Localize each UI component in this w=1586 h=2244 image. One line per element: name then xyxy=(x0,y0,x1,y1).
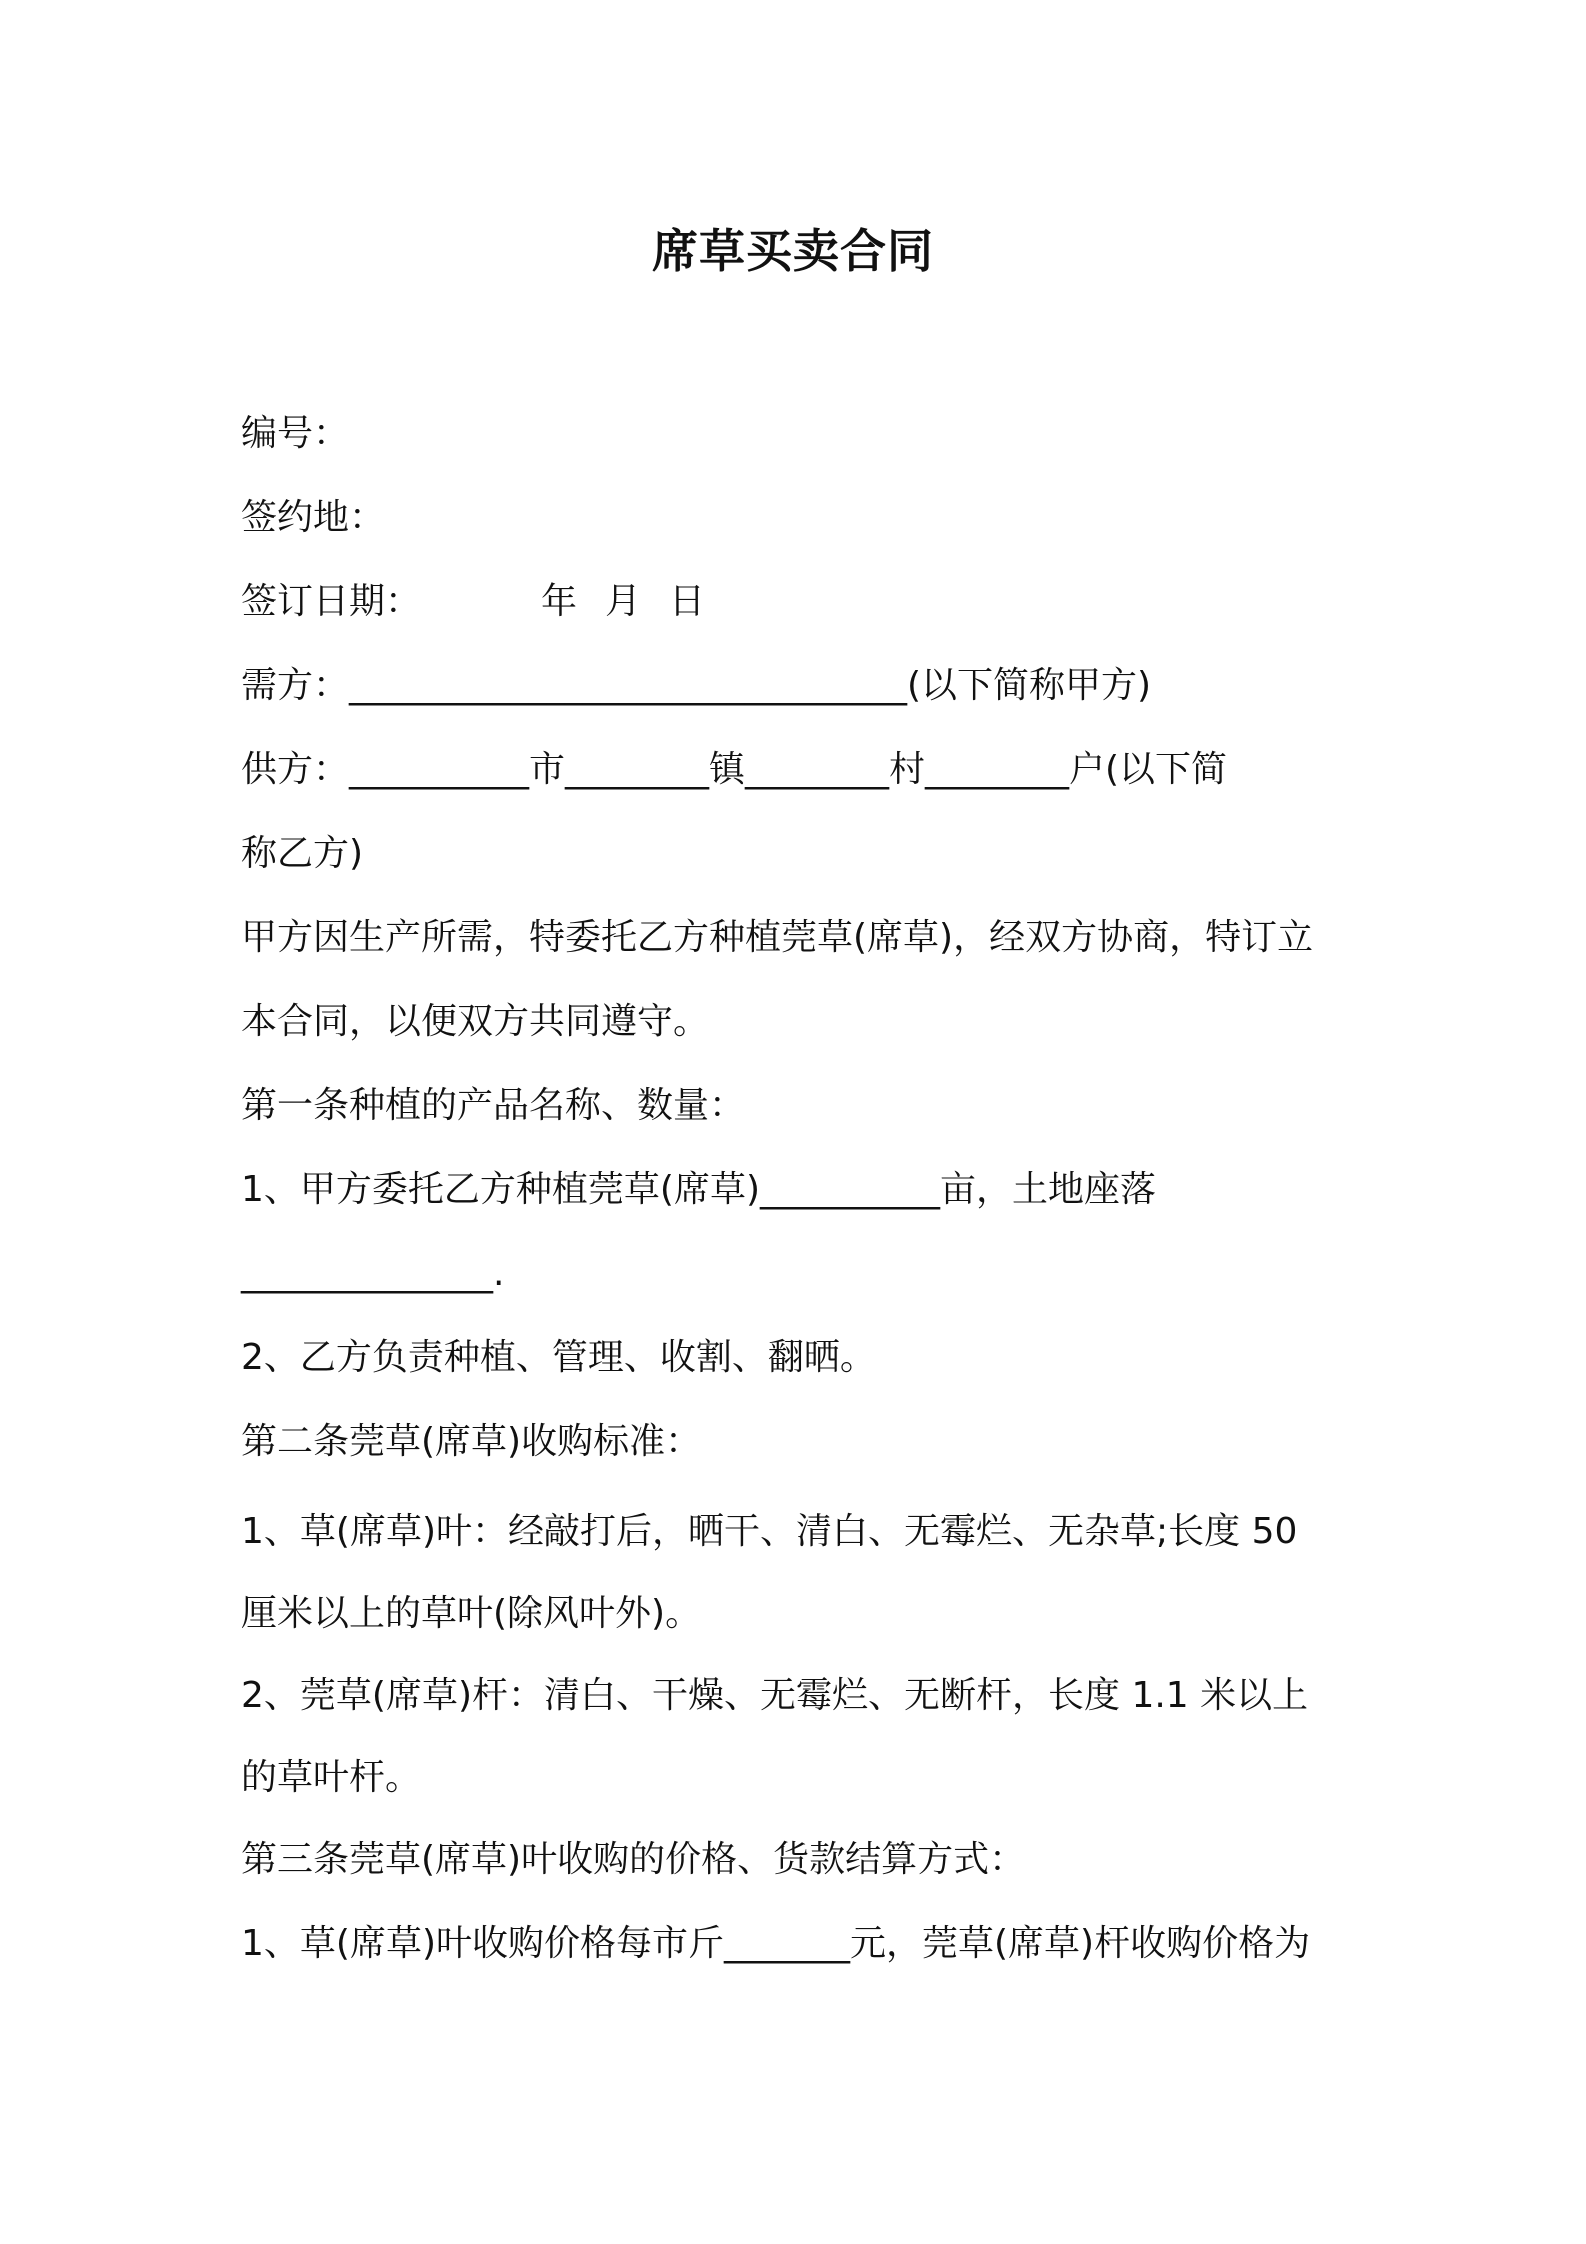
article-1-heading: 第一条种植的产品名称、数量： xyxy=(241,1085,746,1126)
date-day: 日 xyxy=(669,581,706,622)
date-year: 年 xyxy=(541,581,578,622)
intro-line-1: 甲方因生产所需，特委托乙方种植莞草(席草)，经双方协商，特订立 xyxy=(241,917,1314,958)
intro-line-2: 本合同，以便双方共同遵守。 xyxy=(241,1001,710,1042)
article-2-item-2-line-1: 2、莞草(席草)杆：清白、干燥、无霉烂、无断杆，长度 1.1 米以上 xyxy=(241,1675,1309,1716)
buyer-line: 需方：_______________________________(以下简称甲方) xyxy=(241,665,1152,706)
signing-date-row xyxy=(241,578,1361,626)
document-title: 席草买卖合同 xyxy=(652,224,934,278)
article-2-heading: 第二条莞草(席草)收购标准： xyxy=(241,1421,702,1462)
article-1-item-1-line-1: 1、甲方委托乙方种植莞草(席草)__________亩，土地座落 xyxy=(241,1169,1156,1210)
signing-date-label: 签订日期： xyxy=(241,581,422,622)
article-2-item-2-line-2: 的草叶杆。 xyxy=(241,1757,422,1798)
seller-line-1: 供方：__________市________镇________村________户(以下简 xyxy=(241,749,1228,790)
article-1-item-1-line-2: ______________. xyxy=(241,1253,505,1294)
signing-place-label: 签约地： xyxy=(241,497,386,538)
date-month: 月 xyxy=(605,581,642,622)
contract-number-label: 编号： xyxy=(241,413,350,454)
article-3-heading: 第三条莞草(席草)叶收购的价格、货款结算方式： xyxy=(241,1839,1026,1880)
article-2-item-1-line-1: 1、草(席草)叶：经敲打后，晒干、清白、无霉烂、无杂草;长度 50 xyxy=(241,1511,1298,1552)
article-3-item-1-line-1: 1、草(席草)叶收购价格每市斤_______元，莞草(席草)杆收购价格为 xyxy=(241,1923,1311,1964)
article-2-item-1-line-2: 厘米以上的草叶(除风叶外)。 xyxy=(241,1593,702,1634)
article-1-item-2: 2、乙方负责种植、管理、收割、翻晒。 xyxy=(241,1337,876,1378)
seller-line-2: 称乙方) xyxy=(241,833,364,874)
